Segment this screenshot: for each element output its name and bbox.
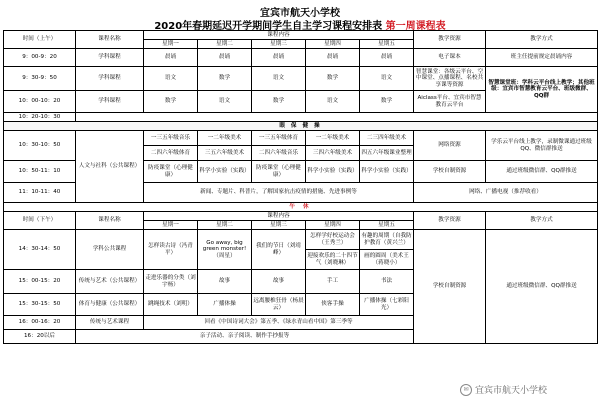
content-cell: 有趣的周期（自我防护教育（黄兴兰） bbox=[360, 230, 414, 250]
eye-exercise-band: 眼 保 健 操 bbox=[4, 122, 598, 131]
content-cell: 二三四年级美术 bbox=[360, 131, 414, 146]
course-content-header: 课程内容 bbox=[144, 212, 414, 221]
day-header: 星期四 bbox=[306, 221, 360, 230]
content-cell: 晨诵 bbox=[306, 49, 360, 67]
content-cell-wide: 亲子活动、亲子阅读、制作手抄报等 bbox=[76, 330, 414, 344]
resource-cell: 学校自制资源 bbox=[414, 161, 486, 183]
content-cell: 怎样学好校运动会（王秀兰） bbox=[306, 230, 360, 250]
course-name-cell: 传统与艺术（公共课程） bbox=[76, 270, 144, 294]
course-content-header: 课程内容 bbox=[144, 31, 414, 40]
course-name-cell: 传统与艺术课程 bbox=[76, 316, 144, 330]
content-cell: 语文 bbox=[360, 67, 414, 91]
content-cell: 晨诵 bbox=[360, 49, 414, 67]
time-cell: 14：30-14：50 bbox=[4, 230, 76, 270]
content-cell: 二四六年级音乐 bbox=[252, 146, 306, 161]
method-header: 教学方式 bbox=[486, 212, 598, 230]
day-header: 星期一 bbox=[144, 40, 198, 49]
content-cell: 侠客手操 bbox=[306, 294, 360, 316]
content-cell: 手工 bbox=[306, 270, 360, 294]
course-name-cell: 人文与社科（公共课程） bbox=[76, 131, 144, 203]
content-cell: 科学小实验（实践） bbox=[198, 161, 252, 183]
day-header: 星期二 bbox=[198, 221, 252, 230]
method-cell: 学乐云平台线上教学，录制微课通过班级QQ、微信群推送 bbox=[486, 131, 598, 161]
method-cell: 通过班级微信群、QQ群推送 bbox=[486, 161, 598, 183]
time-cell: 15：30-15：50 bbox=[4, 294, 76, 316]
school-title: 宜宾市航天小学校 bbox=[260, 8, 340, 19]
day-header: 星期五 bbox=[360, 40, 414, 49]
empty-row bbox=[76, 113, 598, 122]
course-name-cell: 学科课程 bbox=[76, 49, 144, 67]
resource-cell: 智慧课堂：各级云平台、空中课堂、点播课程、名校共享课等资源 bbox=[414, 67, 486, 91]
content-cell-wide: 回看《中国诗词大会》第五季、《绿水青山看中国》第三季等 bbox=[144, 316, 414, 330]
day-header: 星期四 bbox=[306, 40, 360, 49]
course-name-cell: 学科课程 bbox=[76, 91, 144, 113]
time-cell: 11：10-11：40 bbox=[4, 183, 76, 203]
content-cell: 晨诵 bbox=[144, 49, 198, 67]
time-cell: 9：30-9：50 bbox=[4, 67, 76, 91]
course-name-header: 课程名称 bbox=[76, 31, 144, 49]
content-cell: 我们的节日（刘靖峰） bbox=[252, 230, 306, 270]
resource-cell: 网络资源 bbox=[414, 131, 486, 161]
content-cell: 故事 bbox=[198, 270, 252, 294]
time-cell: 9：00-9：20 bbox=[4, 49, 76, 67]
day-header: 星期二 bbox=[198, 40, 252, 49]
content-cell: 故事 bbox=[252, 270, 306, 294]
watermark-text: 宜宾市航天小学校 bbox=[475, 386, 548, 396]
watermark bbox=[460, 383, 547, 396]
time-cell: 10：50-11：10 bbox=[4, 161, 76, 183]
content-cell: Go away, big green monster!（周星） bbox=[198, 230, 252, 270]
time-cell: 15：00-15：20 bbox=[4, 270, 76, 294]
content-cell: 语文 bbox=[144, 67, 198, 91]
time-am-header: 时间（上午） bbox=[4, 31, 76, 49]
content-cell: 三四六年级美术 bbox=[306, 146, 360, 161]
content-cell: 迎接欢乐的二十四节气（刘晓琳） bbox=[306, 250, 360, 270]
resources-header: 教学资源 bbox=[414, 212, 486, 230]
method-cell: 班主任提前规定晨诵内容 bbox=[486, 49, 598, 67]
content-cell: 广播体操（七彩阳光） bbox=[360, 294, 414, 316]
noon-break-band: 午 休 bbox=[4, 203, 598, 212]
content-cell: 防疫课堂（心理健康） bbox=[144, 161, 198, 183]
content-cell: 远离腰椎狂骨（杨晨云） bbox=[252, 294, 306, 316]
course-name-cell: 学科课程 bbox=[76, 67, 144, 91]
content-cell: 数学 bbox=[144, 91, 198, 113]
method-cell: 智慧课堂班：学科云平台线上教学；其他班级：宜宾市智慧教育云平台、班级微群、QQ群 bbox=[486, 67, 598, 113]
content-cell: 语文 bbox=[306, 91, 360, 113]
content-cell: 数学 bbox=[198, 67, 252, 91]
content-cell: 书法 bbox=[360, 270, 414, 294]
course-name-cell: 体育与健康（公共课程） bbox=[76, 294, 144, 316]
content-cell: 晨诵 bbox=[252, 49, 306, 67]
content-cell: 一二年级美术 bbox=[306, 131, 360, 146]
content-cell: 数学 bbox=[252, 91, 306, 113]
day-header: 星期三 bbox=[252, 40, 306, 49]
time-cell: 16：20以后 bbox=[4, 330, 76, 344]
content-cell: 画的圆周（美术王（蒋晓小） bbox=[360, 250, 414, 270]
day-header: 星期一 bbox=[144, 221, 198, 230]
time-cell: 10：30-10：50 bbox=[4, 131, 76, 161]
content-cell: 语文 bbox=[252, 67, 306, 91]
content-cell: 数学 bbox=[360, 91, 414, 113]
method-header: 教学方式 bbox=[486, 31, 598, 49]
time-cell: 16：00-16：20 bbox=[4, 316, 76, 330]
resource-cell: 学校自制资源 bbox=[414, 230, 486, 344]
content-cell: 一三五年级体育 bbox=[252, 131, 306, 146]
schedule-table bbox=[3, 30, 598, 344]
week-label: 第一周课程表 bbox=[385, 21, 446, 32]
resource-cell: 网络、广播电视（推荐收看） bbox=[414, 183, 598, 203]
content-cell: 一二年级美术 bbox=[198, 131, 252, 146]
resource-cell: Aiclass平台、宜宾市智慧教育云平台 bbox=[414, 91, 486, 113]
day-header: 星期五 bbox=[360, 221, 414, 230]
content-cell: 四五六年级课业整理 bbox=[360, 146, 414, 161]
content-cell: 数学 bbox=[306, 67, 360, 91]
course-name-cell: 学科公共课程 bbox=[76, 230, 144, 270]
resource-cell: 电子课本 bbox=[414, 49, 486, 67]
schedule-subtitle: 2020年春期延迟开学期间学生自主学习课程安排表 bbox=[154, 21, 383, 32]
content-cell: 二四六年级体育 bbox=[144, 146, 198, 161]
content-cell-wide: 新闻、专题片、科普片，了解国家抗击疫情的措施、先进事例等 bbox=[144, 183, 414, 203]
content-cell: 跳绳技术（刘明） bbox=[144, 294, 198, 316]
content-cell: 广播体操 bbox=[198, 294, 252, 316]
resources-header: 教学资源 bbox=[414, 31, 486, 49]
course-name-header: 课程名称 bbox=[76, 212, 144, 230]
wechat-icon: ✉ bbox=[460, 384, 472, 396]
content-cell: 三五六年级美术 bbox=[198, 146, 252, 161]
content-cell: 科学小实验（实践） bbox=[360, 161, 414, 183]
day-header: 星期三 bbox=[252, 221, 306, 230]
time-cell: 10：20-10：30 bbox=[4, 113, 76, 122]
content-cell: 科学小实验（实践） bbox=[306, 161, 360, 183]
content-cell: 一三五年级音乐 bbox=[144, 131, 198, 146]
content-cell: 语文 bbox=[198, 91, 252, 113]
time-cell: 10：00-10：20 bbox=[4, 91, 76, 113]
content-cell: 防疫课堂（心理健康） bbox=[252, 161, 306, 183]
method-cell: 通过班级微信群、QQ群推送 bbox=[486, 230, 598, 344]
content-cell: 晨诵 bbox=[198, 49, 252, 67]
time-pm-header: 时间（下午） bbox=[4, 212, 76, 230]
content-cell: 走进乐器的分类（刘宇杨） bbox=[144, 270, 198, 294]
content-cell: 怎样读古诗（冯青平） bbox=[144, 230, 198, 270]
